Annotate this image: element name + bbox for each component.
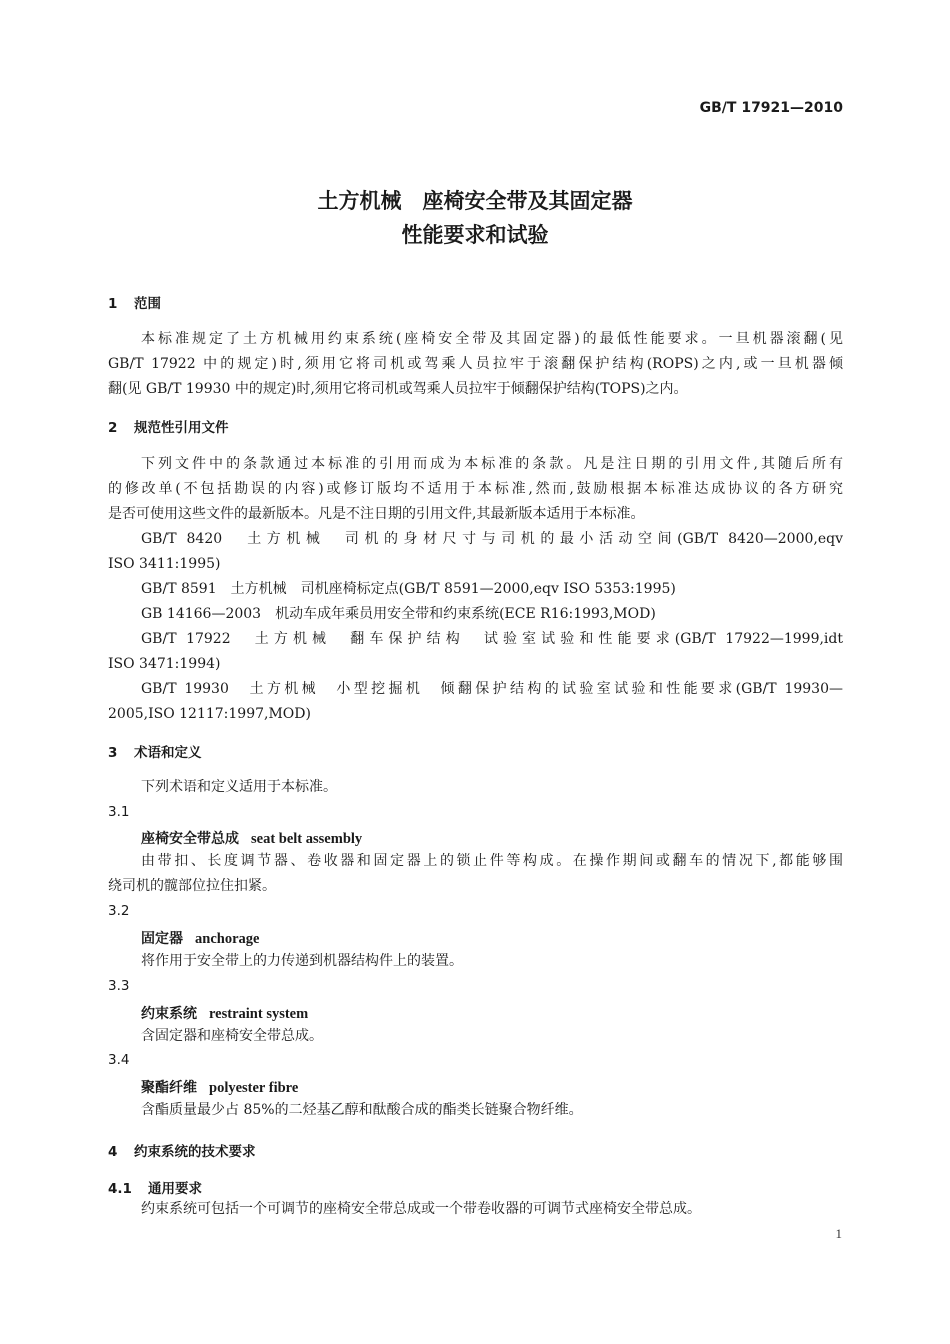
subsection-number: 4.1 xyxy=(108,1181,132,1197)
section-number: 2 xyxy=(108,420,118,436)
term-number: 3.2 xyxy=(108,903,130,919)
section-number: 3 xyxy=(108,745,118,761)
term-definition xyxy=(108,1098,843,1123)
section-number: 4 xyxy=(108,1144,118,1160)
text-line: 绕司机的髋部位拉住扣紧。 xyxy=(108,878,276,894)
reference-item-cont: ISO 3411:1995) xyxy=(108,556,221,572)
reference-item-cont: ISO 3471:1994) xyxy=(108,656,221,672)
subsection-title: 通用要求 xyxy=(148,1181,202,1197)
term-heading xyxy=(141,1003,308,1023)
page-number: 1 xyxy=(835,1226,842,1241)
term-zh: 聚酯纤维 xyxy=(141,1080,197,1096)
term-definition xyxy=(108,849,843,899)
standard-number: GB/T 17921—2010 xyxy=(699,100,843,116)
section-2-heading xyxy=(108,416,229,436)
section-1-heading xyxy=(108,292,161,312)
term-definition xyxy=(108,1024,843,1049)
text-line: 由带扣、长度调节器、卷收器和固定器上的锁止件等构成。在操作期间或翻车的情况下,都能够围 xyxy=(141,853,843,869)
section-title: 规范性引用文件 xyxy=(134,420,229,436)
section-2-paragraph xyxy=(108,452,843,727)
text-line: GB/T 17922 中的规定)时,须用它将司机或驾乘人员拉牢于滚翻保护结构(ROPS)之内,或一旦机器倾 xyxy=(108,356,843,372)
section-3-intro xyxy=(108,775,843,800)
text-line: 下列文件中的条款通过本标准的引用而成为本标准的条款。凡是注日期的引用文件,其随后所有 xyxy=(141,456,843,472)
text-line: 将作用于安全带上的力传递到机器结构件上的装置。 xyxy=(141,953,463,969)
section-title: 范围 xyxy=(134,296,161,312)
reference-item-cont: 2005,ISO 12117:1997,MOD) xyxy=(108,706,311,722)
text-line: 含固定器和座椅安全带总成。 xyxy=(141,1028,323,1044)
term-zh: 座椅安全带总成 xyxy=(141,831,239,847)
section-title: 约束系统的技术要求 xyxy=(134,1144,256,1160)
reference-item: GB/T 17922 土方机械 翻车保护结构 试验室试验和性能要求(GB/T 17922—1999,idt xyxy=(141,631,843,647)
term-en: anchorage xyxy=(195,931,260,947)
term-number: 3.4 xyxy=(108,1052,130,1068)
term-zh: 约束系统 xyxy=(141,1006,197,1022)
term-definition xyxy=(108,949,843,974)
reference-item: GB/T 8591 土方机械 司机座椅标定点(GB/T 8591—2000,eqv ISO 5353:1995) xyxy=(141,581,676,597)
text-line: 的修改单(不包括勘误的内容)或修订版均不适用于本标准,然而,鼓励根据本标准达成协议的各方研究 xyxy=(108,481,843,497)
term-en: polyester fibre xyxy=(209,1080,299,1096)
section-4-heading xyxy=(108,1140,256,1160)
section-1-paragraph xyxy=(108,327,843,402)
reference-item: GB/T 19930 土方机械 小型挖掘机 倾翻保护结构的试验室试验和性能要求(GB/T 19930— xyxy=(141,681,843,697)
reference-item: GB/T 8420 土方机械 司机的身材尺寸与司机的最小活动空间(GB/T 8420—2000,eqv xyxy=(141,531,843,547)
subsection-4-1-paragraph xyxy=(108,1197,843,1222)
subsection-4-1-heading xyxy=(108,1177,202,1197)
text-line: 本标准规定了土方机械用约束系统(座椅安全带及其固定器)的最低性能要求。一旦机器滚翻(见 xyxy=(141,331,843,347)
section-3-heading xyxy=(108,741,202,761)
text-line: 约束系统可包括一个可调节的座椅安全带总成或一个带卷收器的可调节式座椅安全带总成。 xyxy=(141,1201,701,1217)
section-number: 1 xyxy=(108,296,118,312)
section-title: 术语和定义 xyxy=(134,745,202,761)
term-heading xyxy=(141,828,362,848)
text-line: 含酯质量最少占 85%的二烃基乙醇和酞酸合成的酯类长链聚合物纤维。 xyxy=(141,1102,583,1118)
term-number: 3.1 xyxy=(108,804,130,820)
term-heading xyxy=(141,1077,298,1097)
term-number: 3.3 xyxy=(108,978,130,994)
term-en: seat belt assembly xyxy=(251,831,363,847)
text-line: 是否可使用这些文件的最新版本。凡是不注日期的引用文件,其最新版本适用于本标准。 xyxy=(108,506,645,522)
term-heading xyxy=(141,928,259,948)
text-line: 下列术语和定义适用于本标准。 xyxy=(141,779,337,795)
term-zh: 固定器 xyxy=(141,931,183,947)
text-line: 翻(见 GB/T 19930 中的规定)时,须用它将司机或驾乘人员拉牢于倾翻保护结构(TOPS)之内。 xyxy=(108,381,688,397)
reference-item: GB 14166—2003 机动车成年乘员用安全带和约束系统(ECE R16:1993,MOD) xyxy=(141,606,656,622)
document-title-line2: 性能要求和试验 xyxy=(401,223,549,247)
term-en: restraint system xyxy=(209,1006,309,1022)
document-title-line1: 土方机械 座椅安全带及其固定器 xyxy=(317,189,633,213)
